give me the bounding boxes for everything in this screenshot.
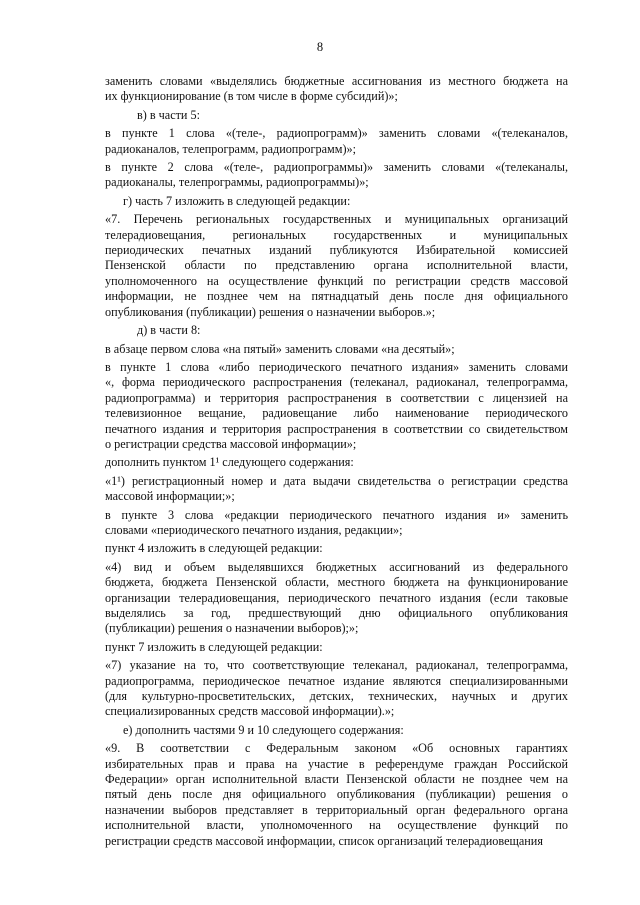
paragraph-p17 [105, 723, 568, 738]
text-line: уполномоченного на осуществление функций по регистрации средств массовой [105, 273, 568, 288]
text-line: выделялись за год, предшествующий дню официального опубликования [105, 606, 568, 620]
text-line: телевизионное вещание, радиовещание либо наименование периодического [105, 406, 568, 421]
text-line: в пункте 1 слова «(теле-, радиопрограмм)» заменить словами «(телеканалов, [105, 126, 568, 141]
paragraph-p10 [105, 455, 568, 470]
text-line: радиоканалы, телепрограммы, радиопрограммы)»; [105, 175, 369, 190]
text-line: в абзаце первом слова «на пятый» заменить словами «на десятый»; [105, 341, 455, 356]
text-line: пятый день после дня официального опубликования (публикации) решения о [105, 787, 568, 802]
text-line: массовой информации;»; [105, 489, 235, 504]
text-line: их функционирование (в том числе в форме субсидий)»; [105, 89, 398, 104]
paragraph-p7 [105, 323, 568, 338]
text-line: радиопрограмма, периодическое печатное издание являются специализированными [105, 673, 568, 688]
paragraph-p9 [105, 360, 568, 452]
text-line: в пункте 2 слова «(теле-, радиопрограммы)» заменить словами «(телеканалы, [105, 160, 568, 175]
text-line: радиопрограмма) и территория распространения в соответствии с лицензией на [105, 390, 568, 405]
text-line: (для культурно-просветительских, детских, технических, научных и других [105, 689, 568, 704]
text-line: пункт 7 изложить в следующей редакции: [105, 639, 323, 654]
text-line: в пункте 1 слова «либо периодического печатного издания» заменить словами [105, 359, 568, 374]
text-line: словами «периодического печатного издания, редакции»; [105, 522, 403, 537]
paragraph-p13 [105, 541, 568, 556]
text-line: избирательных прав и права на участие в референдуме граждан Российской [105, 756, 568, 771]
paragraph-p6 [105, 212, 568, 320]
text-line: д) в части 8: [137, 323, 201, 338]
paragraph-p16 [105, 658, 568, 720]
text-line: «7. Перечень региональных государственных и муниципальных организаций [105, 212, 568, 227]
text-line: заменить словами «выделялись бюджетные ассигнования из местного бюджета на [105, 74, 568, 88]
text-line: дополнить пунктом 1¹ следующего содержания: [105, 455, 354, 470]
text-line: телерадиовещания, региональных государственных и муниципальных [105, 227, 568, 242]
text-line: «, форма периодического распространения (телеканал, радиоканал, телепрограмма, [105, 375, 568, 390]
paragraph-p8 [105, 342, 568, 357]
text-line: Федерации» орган исполнительной власти Пензенской области не позднее чем на [105, 772, 568, 787]
text-line: Пензенской области по представлению органа исполнительной власти, [105, 258, 568, 273]
text-line: опубликования (публикации) решения о назначении выборов.»; [105, 304, 436, 319]
text-line: специализированных средств массовой информации).»; [105, 704, 395, 719]
text-line: назначении выборов представляет в территориальный орган федерального органа [105, 802, 568, 817]
text-line: организации телерадиовещания, периодического печатного издания (если таковые [105, 590, 568, 605]
text-line: «7) указание на то, что соответствующие телеканал, радиоканал, телепрограмма, [105, 658, 568, 673]
paragraph-p1 [105, 74, 568, 105]
text-line: г) часть 7 изложить в следующей редакции: [123, 193, 351, 208]
text-line: пункт 4 изложить в следующей редакции: [105, 541, 323, 556]
text-line: «1¹) регистрационный номер и дата выдачи свидетельства о регистрации средства [105, 473, 568, 488]
text-line: в пункте 3 слова «редакции периодического печатного издания и» заменить [105, 507, 568, 522]
text-line: исполнительной власти, уполномоченного на осуществление функций по [105, 818, 568, 833]
document-body [105, 74, 568, 851]
text-line: «9. В соответствии с Федеральным законом «Об основных гарантиях [105, 741, 568, 756]
text-line: информации, не позднее чем на пятнадцатый день после дня официального [105, 289, 568, 304]
text-line: «4) вид и объем выделявшихся бюджетных ассигнований из федерального [105, 559, 568, 574]
paragraph-p12 [105, 508, 568, 539]
paragraph-p4 [105, 160, 568, 191]
paragraph-p3 [105, 126, 568, 157]
text-line: регистрации средств массовой информации, список организаций телерадиовещания [105, 833, 543, 848]
page-number: 8 [316, 40, 324, 54]
paragraph-p15 [105, 640, 568, 655]
text-line: (публикации) решения о назначении выборов);»; [105, 621, 359, 636]
text-line: о регистрации средства массовой информации»; [105, 436, 357, 451]
paragraph-p14 [105, 560, 568, 637]
paragraph-p11 [105, 474, 568, 505]
text-line: радиоканалов, телепрограмм, радиопрограмм)»; [105, 141, 356, 156]
paragraph-p5 [105, 194, 568, 209]
text-line: е) дополнить частями 9 и 10 следующего содержания: [123, 722, 404, 737]
text-line: в) в части 5: [137, 107, 200, 122]
paragraph-p2 [105, 108, 568, 123]
text-line: периодических печатных изданий публикуются Избирательной комиссией [105, 243, 568, 258]
paragraph-p18 [105, 741, 568, 849]
text-line: бюджета, бюджета Пензенской области, местного бюджета на функционирование [105, 575, 568, 590]
text-line: печатного издания и территория распространения в соответствии со свидетельством [105, 421, 568, 436]
